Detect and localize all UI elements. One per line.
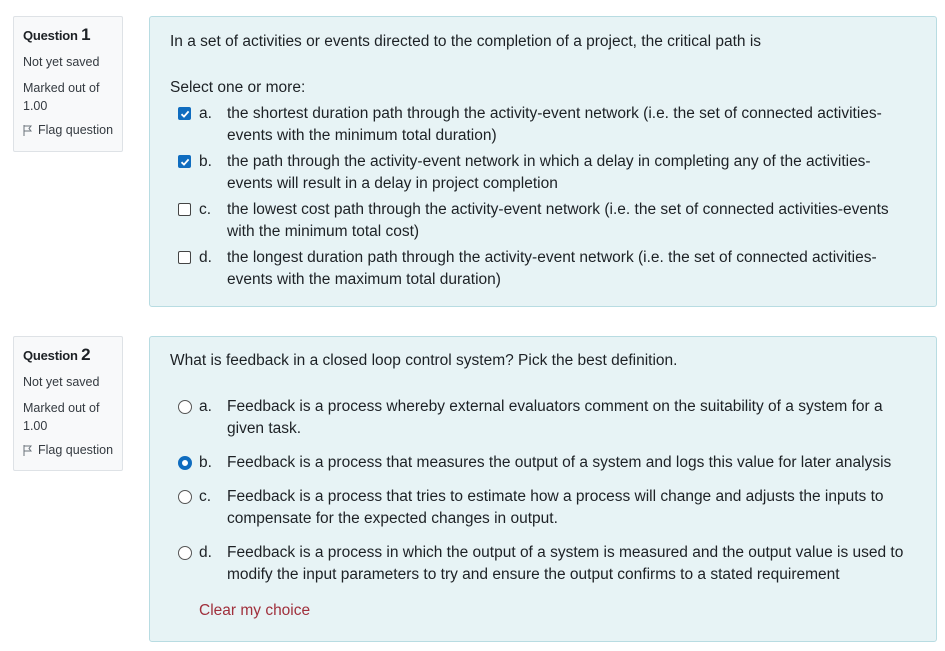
clear-choice-link[interactable]: Clear my choice (199, 602, 311, 619)
flag-icon (23, 445, 32, 456)
flag-question-button[interactable]: Flag question (23, 123, 114, 137)
option-text: the path through the activity-event network in which a delay in completing any of the activities-events will result in a delay in project completion (227, 153, 871, 192)
option-c[interactable]: c. the lowest cost path through the activity-event network (i.e. the set of connected activities-events with the minimum total cost) (170, 199, 916, 243)
radio-c[interactable] (178, 490, 192, 504)
option-text: Feedback is a process that tries to estimate how a process will change and adjusts the inputs to compensate for the expected changes in output. (227, 488, 884, 527)
check-icon (180, 109, 190, 119)
option-b[interactable]: b. the path through the activity-event network in which a delay in completing any of the activities-events will result in a delay in project completion (170, 151, 916, 195)
radio-a[interactable] (178, 400, 192, 414)
question-number: Question 1 (23, 25, 91, 44)
question-info (13, 16, 123, 152)
check-icon (180, 157, 190, 167)
flag-question-button[interactable]: Flag question (23, 443, 114, 457)
question-content (149, 336, 937, 642)
question-state: Not yet saved (23, 55, 100, 69)
option-text: Feedback is a process whereby external evaluators comment on the suitability of a system for a given task. (227, 398, 883, 437)
option-a[interactable]: a. Feedback is a process whereby external evaluators comment on the suitability of a system for a given task. (170, 396, 916, 440)
question-grade: Marked out of 1.00 (23, 401, 100, 433)
option-b[interactable]: b. Feedback is a process that measures the output of a system and logs this value for later analysis (170, 452, 916, 474)
option-text: the longest duration path through the activity-event network (i.e. the set of connected activities-events with the maximum total duration) (227, 249, 877, 288)
question-number: Question 2 (23, 345, 91, 364)
option-text: the shortest duration path through the activity-event network (i.e. the set of connected activities-events with the minimum total duration) (227, 105, 882, 144)
question-state: Not yet saved (23, 375, 100, 389)
question-text: In a set of activities or events directed to the completion of a project, the critical path is (170, 33, 762, 50)
checkbox-c[interactable] (178, 203, 191, 216)
radio-d[interactable] (178, 546, 192, 560)
option-a[interactable]: a. the shortest duration path through the activity-event network (i.e. the set of connected activities-events with the minimum total duration) (170, 103, 916, 147)
checkbox-b[interactable] (178, 155, 191, 168)
radio-b[interactable] (178, 456, 192, 470)
option-text: Feedback is a process that measures the output of a system and logs this value for later analysis (227, 454, 892, 471)
option-d[interactable]: d. Feedback is a process in which the output of a system is measured and the output value is used to modify the input parameters to try and ensure the output confirms to a stated requirement (170, 542, 916, 586)
option-text: the lowest cost path through the activity-event network (i.e. the set of connected activities-events with the minimum total cost) (227, 201, 889, 240)
question-grade: Marked out of 1.00 (23, 81, 100, 113)
answer-prompt: Select one or more: (170, 79, 306, 96)
checkbox-a[interactable] (178, 107, 191, 120)
flag-icon (23, 125, 32, 136)
option-c[interactable]: c. Feedback is a process that tries to estimate how a process will change and adjusts the inputs to compensate for the expected changes in output. (170, 486, 916, 530)
question-content (149, 16, 937, 307)
checkbox-d[interactable] (178, 251, 191, 264)
question-text: What is feedback in a closed loop control system? Pick the best definition. (170, 352, 678, 369)
question-info (13, 336, 123, 471)
option-text: Feedback is a process in which the output of a system is measured and the output value is used to modify the input parameters to try and ensure the output confirms to a stated requirement (227, 544, 904, 583)
option-d[interactable]: d. the longest duration path through the activity-event network (i.e. the set of connected activities-events with the maximum total duration) (170, 247, 916, 291)
